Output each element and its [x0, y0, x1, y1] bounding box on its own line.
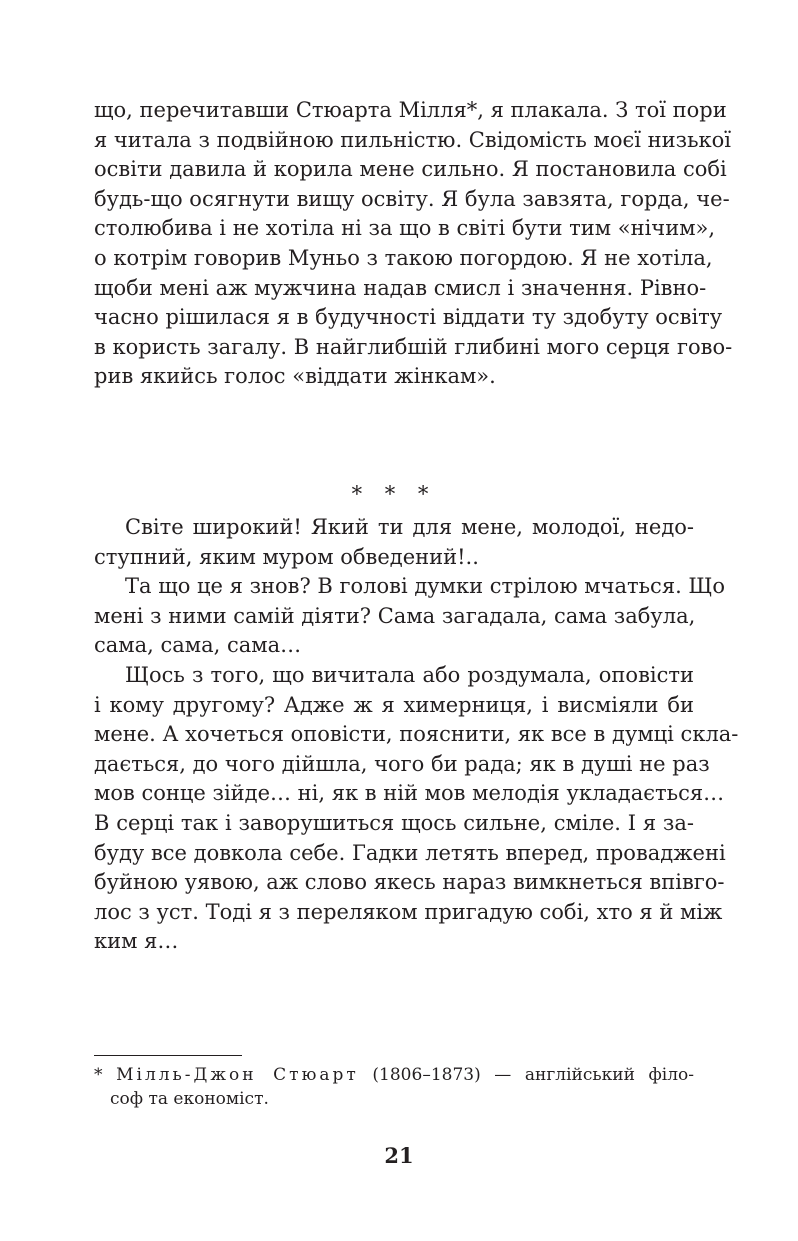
text-line: буду все довкола себе. Гадки летять вперед, проваджені [94, 840, 726, 865]
text-line: я читала з подвійною пильністю. Свідомість моєї низької [94, 127, 732, 152]
text-line: лос з уст. Тоді я з переляком пригадую собі, хто я й між [94, 899, 723, 924]
page-number: 21 [384, 1143, 414, 1168]
text-line: рив якийсь голос «віддати жінкам». [94, 364, 496, 389]
text-line: буйною уявою, аж слово якесь нараз вимкнеться впівго- [94, 870, 725, 895]
text-line: Та що це я знов? В голові думки стрілою мчаться. Що [125, 574, 726, 599]
footnote-divider [94, 1055, 242, 1056]
footnote-name: Мілль-Джон Стюарт [116, 1065, 359, 1085]
text-line: щоби мені аж мужчина надав смисл і значення. Рівно- [94, 275, 707, 300]
text-line: мене. А хочеться оповісти, пояснити, як все в думці скла- [94, 722, 739, 747]
body-text-bottom [94, 513, 739, 957]
text-line: будь-що осягнути вищу освіту. Я була завзята, горда, че- [94, 186, 730, 211]
text-line: столюбива і не хотіла ні за що в світі бути тим «нічим», [94, 216, 716, 241]
text-line: освіти давила й корила мене сильно. Я постановила собі [94, 157, 727, 182]
body-text-top [94, 96, 733, 392]
footnote-line-2: соф та економіст. [110, 1089, 269, 1109]
footnote [94, 1063, 694, 1111]
footnote-marker: * [94, 1065, 103, 1085]
footnote-text: (1806–1873) — англійський філо- [372, 1065, 695, 1085]
text-line: Світе широкий! Який ти для мене, молодої, недо- [125, 515, 694, 539]
footnote-line-1 [94, 1063, 694, 1087]
text-line: сама, сама, сама… [94, 633, 302, 658]
section-break: * * * [351, 482, 437, 506]
text-line: о котрім говорив Муньо з такою погордою. Я не хотіла, [94, 245, 713, 270]
text-line: мов сонце зійде… ні, як в ній мов мелодія укладається… [94, 781, 725, 806]
text-line: ким я… [94, 929, 179, 954]
text-line: в користь загалу. В найглибшій глибині мого серця гово- [94, 334, 733, 359]
text-line: мені з ними самій діяти? Сама загадала, сама забула, [94, 603, 696, 628]
text-line: часно рішилася я в будучності віддати ту здобуту освіту [94, 305, 723, 330]
text-line: Щось з того, що вичитала або роздумала, оповісти [125, 662, 694, 687]
text-line: що, перечитавши Стюарта Мілля*, я плакала. З тої пори [94, 98, 727, 122]
text-line: В серці так і заворушиться щось сильне, сміле. І я за- [94, 810, 694, 835]
text-line: і кому другому? Адже ж я химерниця, і висміяли би [94, 692, 694, 717]
text-line: дається, до чого дійшла, чого би рада; як в душі не раз [94, 751, 710, 776]
text-line: ступний, яким муром обведений!.. [94, 544, 479, 569]
